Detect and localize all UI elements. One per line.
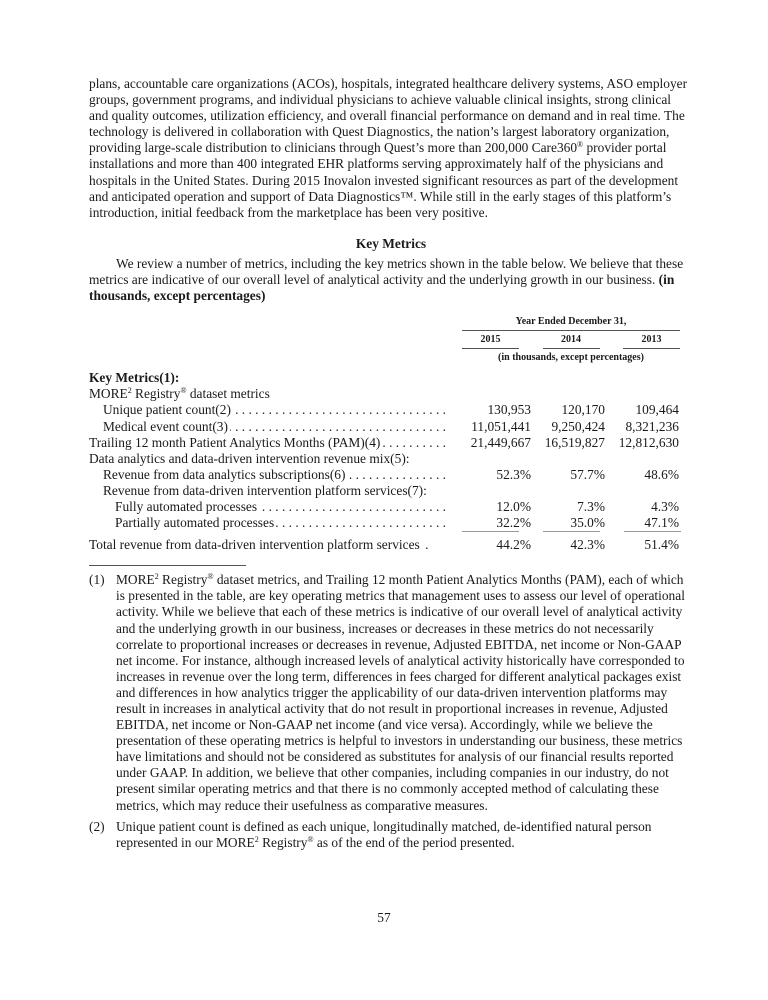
value-2013: 47.1% [644, 515, 679, 531]
row-label-text: Partially automated processes [89, 515, 276, 530]
key-metrics-table [89, 316, 693, 553]
row-label [89, 402, 446, 418]
page-number: 57 [377, 910, 391, 925]
more2-group-row [89, 386, 693, 402]
registered-mark: ® [577, 140, 584, 150]
superscript-2: 2 [127, 386, 132, 396]
value-2014: 16,519,827 [544, 434, 605, 450]
table-row-total-platform-services [89, 537, 693, 553]
row-label-text: Fully automated processes [89, 499, 259, 514]
key-metrics-paragraph [89, 256, 693, 304]
row-label-text: Medical event count(3) [89, 419, 230, 434]
fn-text-a: Unique patient count is defined as each unique, longitudinally matched, de-identified natural person represented in our MORE [116, 818, 652, 850]
more-text: MORE [89, 386, 128, 402]
table-row-pam [89, 435, 693, 451]
value-2013: 4.3% [651, 498, 679, 514]
superscript-2: 2 [154, 572, 159, 582]
value-2013: 51.4% [644, 537, 679, 553]
value-2015: 21,449,667 [470, 434, 531, 450]
value-2015: 12.0% [496, 498, 531, 514]
value-2014: 9,250,424 [551, 418, 605, 434]
footnote-text [116, 572, 693, 813]
paragraph-text: We review a number of metrics, including the key metrics shown in the table below. We believe that these metrics are indicative of our overall level of analytical activity and the underlying growth in our business. [89, 255, 684, 288]
section-title: Key Metrics [355, 235, 427, 251]
row-label [89, 435, 446, 451]
registered-mark: ® [307, 834, 314, 844]
registered-mark: ® [180, 386, 187, 396]
value-2015: 11,051,441 [471, 418, 531, 434]
value-2014: 42.3% [570, 537, 605, 553]
table-header [462, 316, 680, 364]
trailing-dot: . [421, 537, 429, 553]
value-2014: 120,170 [561, 402, 605, 418]
table-row-subscriptions [89, 467, 693, 483]
intro-paragraph [89, 76, 693, 221]
table-heading-row [89, 370, 693, 386]
more2-group-label [89, 386, 270, 402]
fn-text-b: Registry [158, 572, 208, 588]
revenue-mix-group-row [89, 451, 693, 467]
column-2013: 2013 [623, 334, 680, 349]
fn-text-b: Registry [258, 834, 308, 850]
registry-text: Registry [131, 386, 181, 402]
row-label-text: Revenue from data analytics subscriptions(6) [89, 467, 347, 482]
dataset-metrics-text: dataset metrics [186, 386, 270, 402]
footnote-text [116, 819, 693, 851]
footnote-1 [89, 572, 693, 813]
table-row-partially-automated [89, 515, 693, 531]
table-row-unique-patient-count [89, 402, 693, 418]
registered-mark: ® [207, 572, 214, 582]
table-row-fully-automated [89, 499, 693, 515]
footnote-number: (1) [89, 572, 105, 588]
key-metrics-heading: Key Metrics(1): [89, 370, 180, 386]
row-label-text: Total revenue from data-driven intervention platform services [89, 537, 420, 553]
value-2015: 130,953 [487, 402, 531, 418]
fn-text-c: dataset metrics, and Trailing 12 month Patient Analytics Months (PAM), each of which is presented in the table, are key operating metrics that management uses to assess our level of operational activity. While we believe that each of these metrics is indicative of our overall level of analytical activity and the underlying growth in our business, increases or decreases in these metrics do not necessarily correlate to proportional increases or decreases in revenue, Adjusted EBITDA, net income or Non-GAAP net income. For instance, although increased levels of analytical activity historically have corresponded to increases in revenue over the long term, differences in fees charged for different analytical packages exist and differences in how analytics trigger the applicability of our data-driven intervention platforms may result in increases in analytical activity that do not result in proportional increases in revenue, Adjusted EBITDA, net income or Non-GAAP net income (and vice versa). Accordingly, while we believe the presentation of these operating metrics is helpful to investors in understanding our business, these metrics have limitations and should not be considered as substitutes for analysis of our financial results reported under GAAP. In addition, we believe that other companies, including companies in our industry, do not present similar operating metrics and that there is no commonly accepted method of calculating these metrics, which may reduce their usefulness as comparative measures. [116, 572, 685, 813]
intro-text-a: plans, accountable care organizations (ACOs), hospitals, integrated healthcare delivery systems, ASO employer groups, government programs, and individual physicians to achieve valuable clinical insights, strong clinical and quality outcomes, utilization efficiency, and overall financial performance on demand and in real time. The technology is delivered in collaboration with Quest Diagnostics, the nation’s largest laboratory organization, providing large-scale distribution to clinicians through Quest’s more than 200,000 Care360 [89, 76, 688, 156]
value-2013: 48.6% [644, 466, 679, 482]
value-2015: 32.2% [496, 515, 531, 531]
value-2015: 44.2% [496, 537, 531, 553]
column-2015: 2015 [462, 334, 519, 349]
platform-services-group-row [89, 483, 693, 499]
footnote-number: (2) [89, 818, 105, 834]
row-label [89, 467, 446, 483]
units-header: (in thousands, except percentages) [498, 352, 644, 364]
value-2015: 52.3% [496, 466, 531, 482]
value-2013: 8,321,236 [625, 418, 679, 434]
value-2013: 109,464 [635, 402, 679, 418]
year-ended-header: Year Ended December 31, [462, 316, 680, 331]
value-2014: 7.3% [577, 498, 605, 514]
row-label [89, 537, 446, 553]
platform-services-label: Revenue from data-driven intervention platform services(7): [103, 482, 427, 498]
row-label [89, 499, 446, 515]
row-label-text: Unique patient count(2) [89, 402, 233, 417]
value-2013: 12,812,630 [618, 434, 679, 450]
year-columns [462, 334, 680, 349]
footnote-divider [89, 565, 246, 566]
row-label [89, 515, 446, 531]
table-row-medical-event-count [89, 419, 693, 435]
superscript-2: 2 [254, 834, 259, 844]
paragraph-units-note: (in thousands, except percentages) [89, 272, 675, 304]
footnote-2 [89, 819, 693, 851]
row-label-text: Trailing 12 month Patient Analytics Months (PAM)(4) [89, 434, 381, 450]
revenue-mix-label: Data analytics and data-driven intervention revenue mix(5): [89, 450, 410, 466]
fn-text-a: MORE [116, 572, 155, 588]
value-2014: 57.7% [570, 466, 605, 482]
intro-text-b: provider portal installations and more than 400 integrated EHR platforms serving approximately half of the physicians and hospitals in the United States. During 2015 Inovalon invested significant resources as part of the development and anticipated operation and support of Data Diagnostics™. While still in the early stages of this platform’s introduction, initial feedback from the marketplace has been very positive. [89, 140, 679, 220]
value-2014: 35.0% [570, 515, 605, 531]
document-page [89, 76, 693, 856]
row-label [89, 419, 446, 435]
fn-text-c: as of the end of the period presented. [313, 834, 515, 850]
column-2014: 2014 [543, 334, 600, 349]
